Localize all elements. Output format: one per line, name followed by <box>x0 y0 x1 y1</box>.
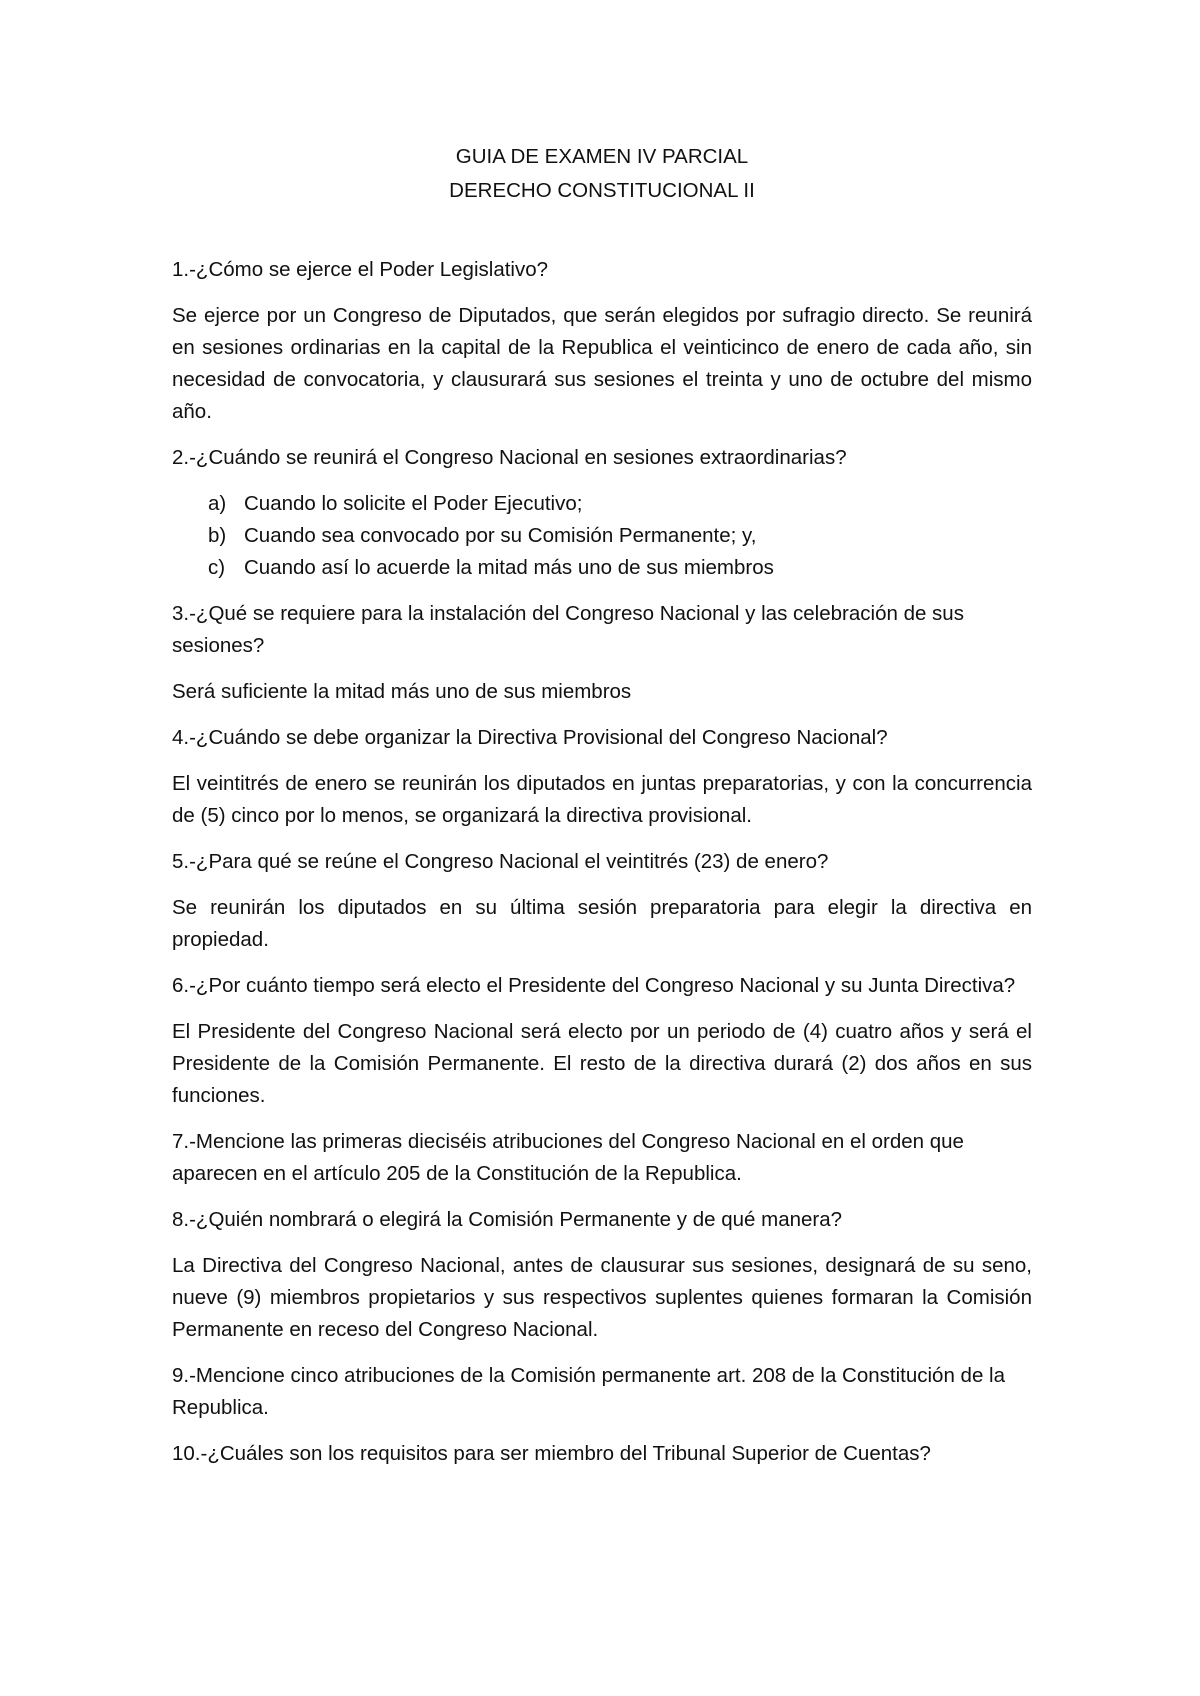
question-2: 2.-¿Cuándo se reunirá el Congreso Nacional en sesiones extraordinarias? <box>172 446 847 469</box>
answer-1: Se ejerce por un Congreso de Diputados, que serán elegidos por sufragio directo. Se reunirá en sesiones ordinarias en la capital de la Republica el veinticinco de enero de cada año, sin necesidad de convocatoria, y clausurará sus sesiones el treinta y uno de octubre del mismo año. <box>172 304 1032 423</box>
question-7: 7.-Mencione las primeras dieciséis atribuciones del Congreso Nacional en el orden que aparecen en el artículo 205 de la Constitución de la Republica. <box>172 1130 964 1185</box>
title-line-1: GUIA DE EXAMEN IV PARCIAL <box>455 145 749 168</box>
document-title <box>172 140 1032 208</box>
answer-2-list <box>172 488 1032 584</box>
question-6: 6.-¿Por cuánto tiempo será electo el Presidente del Congreso Nacional y su Junta Directiva? <box>172 974 1016 997</box>
answer-8: La Directiva del Congreso Nacional, antes de clausurar sus sesiones, designará de su seno, nueve (9) miembros propietarios y sus respectivos suplentes quienes formaran la Comisión Permanente en receso del Congreso Nacional. <box>172 1254 1032 1341</box>
question-10: 10.-¿Cuáles son los requisitos para ser miembro del Tribunal Superior de Cuentas? <box>172 1442 931 1465</box>
question-5: 5.-¿Para qué se reúne el Congreso Nacional el veintitrés (23) de enero? <box>172 850 829 873</box>
document-content <box>172 140 1032 1484</box>
list-item <box>172 488 1032 520</box>
list-item <box>172 552 1032 584</box>
question-4: 4.-¿Cuándo se debe organizar la Directiva Provisional del Congreso Nacional? <box>172 726 888 749</box>
list-marker: c) <box>208 556 226 579</box>
list-item-text: Cuando sea convocado por su Comisión Permanente; y, <box>244 524 757 547</box>
list-item-text: Cuando lo solicite el Poder Ejecutivo; <box>244 492 583 515</box>
answer-5: Se reunirán los diputados en su última sesión preparatoria para elegir la directiva en propiedad. <box>172 896 1032 951</box>
list-item <box>172 520 1032 552</box>
question-3: 3.-¿Qué se requiere para la instalación del Congreso Nacional y las celebración de sus sesiones? <box>172 602 964 657</box>
list-marker: a) <box>208 492 227 515</box>
question-8: 8.-¿Quién nombrará o elegirá la Comisión Permanente y de qué manera? <box>172 1208 843 1231</box>
answer-6: El Presidente del Congreso Nacional será electo por un periodo de (4) cuatro años y será el Presidente de la Comisión Permanente. El resto de la directiva durará (2) dos años en sus funciones. <box>172 1020 1032 1107</box>
title-line-2: DERECHO CONSTITUCIONAL II <box>449 179 755 202</box>
list-marker: b) <box>208 524 227 547</box>
question-1: 1.-¿Cómo se ejerce el Poder Legislativo? <box>172 258 549 281</box>
answer-4: El veintitrés de enero se reunirán los diputados en juntas preparatorias, y con la concurrencia de (5) cinco por lo menos, se organizará la directiva provisional. <box>172 772 1032 827</box>
list-item-text: Cuando así lo acuerde la mitad más uno de sus miembros <box>244 556 774 579</box>
answer-3: Será suficiente la mitad más uno de sus miembros <box>172 680 632 703</box>
question-9: 9.-Mencione cinco atribuciones de la Comisión permanente art. 208 de la Constitución de la Republica. <box>172 1364 1006 1419</box>
